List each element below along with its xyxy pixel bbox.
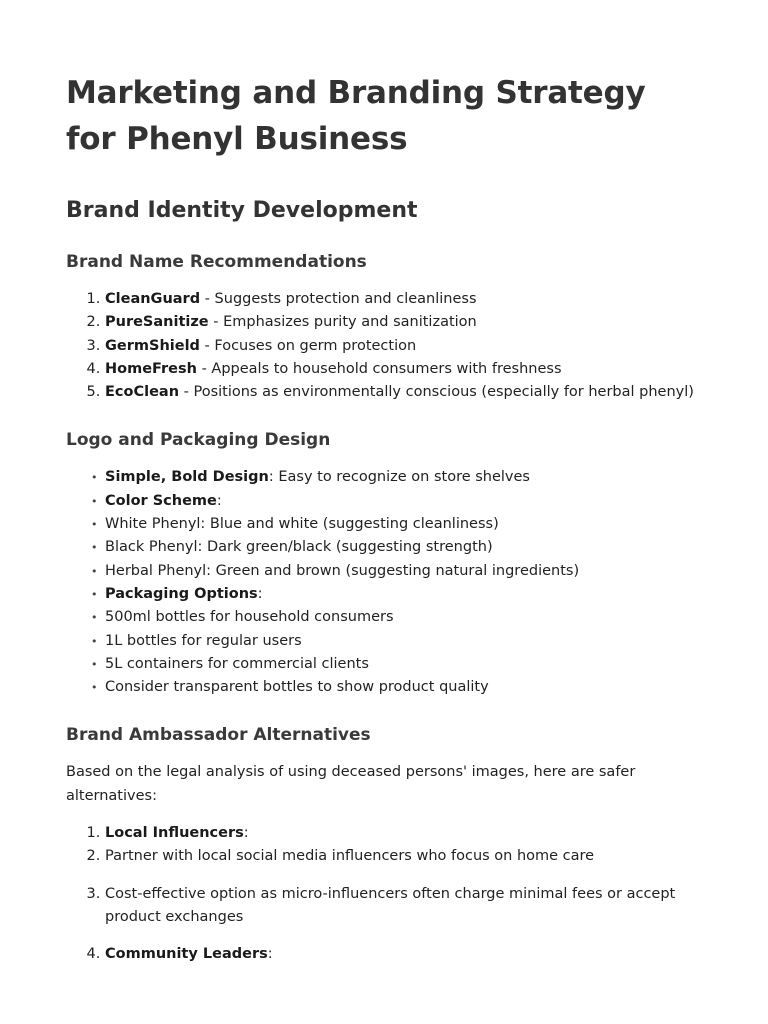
list-item-desc: - Emphasizes purity and sanitization	[208, 314, 477, 331]
list-item-desc: Consider transparent bottles to show product quality	[105, 679, 489, 696]
section-heading-brand-identity: Brand Identity Development	[66, 198, 418, 223]
list-item	[105, 381, 708, 404]
ambassador-list	[66, 822, 708, 966]
list-item-desc: :	[243, 825, 249, 842]
list-item-desc: :	[257, 585, 263, 602]
list-item	[105, 583, 708, 606]
list-item	[105, 288, 708, 311]
list-item-term: Packaging Options	[105, 585, 258, 602]
list-item-desc: :	[267, 946, 273, 963]
list-item	[105, 653, 708, 676]
list-item-term: HomeFresh	[105, 360, 197, 377]
list-item-desc: - Focuses on germ protection	[199, 337, 417, 354]
logo-packaging-list	[66, 466, 708, 699]
list-item	[105, 466, 708, 489]
list-item	[105, 630, 708, 653]
list-item-desc: White Phenyl: Blue and white (suggesting cleanliness)	[105, 516, 499, 533]
list-item-desc: Herbal Phenyl: Green and brown (suggesting natural ingredients)	[105, 562, 580, 579]
list-item	[105, 358, 708, 381]
list-item	[105, 606, 708, 629]
brand-name-list	[66, 288, 708, 404]
ambassador-intro: Based on the legal analysis of using deceased persons' images, here are safer alternatives:	[66, 764, 636, 804]
list-item-desc: Partner with local social media influencers who focus on home care	[105, 848, 595, 865]
list-item-term: GermShield	[105, 337, 200, 354]
list-item	[105, 883, 708, 930]
list-item	[105, 311, 708, 334]
list-item-desc: - Positions as environmentally conscious (especially for herbal phenyl)	[179, 384, 694, 401]
list-item-term: EcoClean	[105, 384, 180, 401]
list-item-term: Simple, Bold Design	[105, 469, 269, 486]
list-item-desc: :	[216, 492, 222, 509]
list-item-term: CleanGuard	[105, 291, 201, 307]
list-item-term: Color Scheme	[105, 492, 217, 509]
list-item	[105, 536, 708, 559]
list-item	[105, 335, 708, 358]
list-item-desc: 500ml bottles for household consumers	[105, 609, 394, 626]
list-item-desc: : Easy to recognize on store shelves	[268, 469, 530, 486]
list-item	[105, 490, 708, 513]
list-item-desc: Black Phenyl: Dark green/black (suggesting strength)	[105, 539, 493, 556]
list-item	[105, 845, 708, 868]
list-item-desc: 1L bottles for regular users	[105, 632, 302, 649]
list-item-term: Local Influencers	[105, 825, 244, 842]
list-item-desc: - Suggests protection and cleanliness	[200, 291, 477, 307]
list-item	[105, 560, 708, 583]
subheading-brand-ambassador: Brand Ambassador Alternatives	[66, 725, 371, 746]
subheading-logo-packaging: Logo and Packaging Design	[66, 430, 331, 451]
list-item-desc: - Appeals to household consumers with freshness	[196, 360, 562, 377]
list-item-term: Community Leaders	[105, 946, 268, 963]
list-item-desc: 5L containers for commercial clients	[105, 655, 369, 672]
subheading-brand-names: Brand Name Recommendations	[66, 252, 367, 272]
list-item	[105, 676, 708, 699]
list-item	[105, 943, 708, 966]
list-item-term: PureSanitize	[105, 314, 209, 331]
document-title: Marketing and Branding Strategy for Phenyl Business	[66, 75, 646, 157]
list-item-desc: Cost-effective option as micro-influencers often charge minimal fees or accept product exchanges	[105, 885, 676, 925]
list-item	[105, 822, 708, 845]
list-item	[105, 513, 708, 536]
